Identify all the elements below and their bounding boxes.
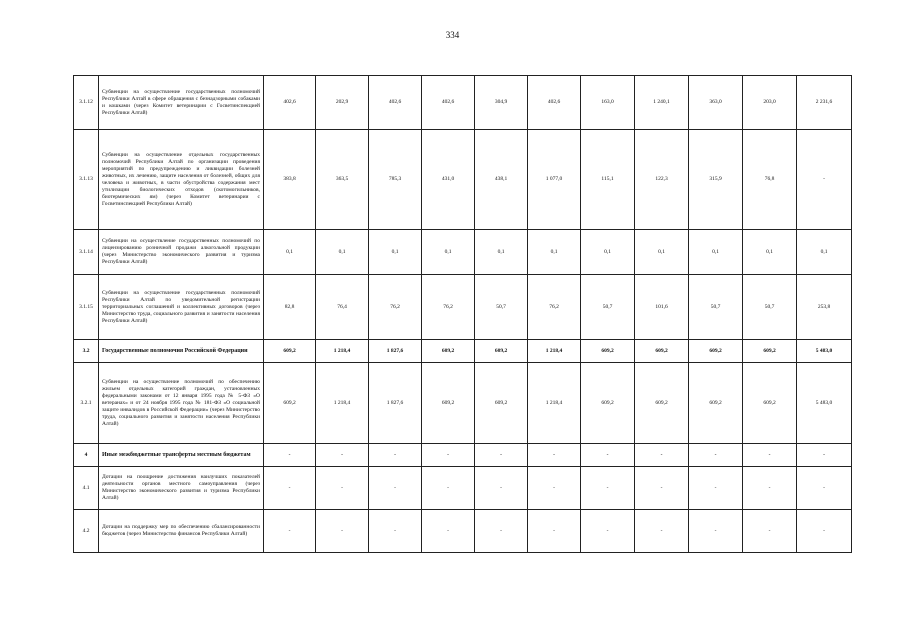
row-value: 5 483,0	[797, 363, 852, 444]
row-value: 609,2	[475, 363, 528, 444]
row-value: 76,2	[528, 275, 581, 340]
row-value: 609,2	[743, 363, 797, 444]
row-value: -	[316, 467, 369, 510]
row-value: 609,2	[264, 340, 316, 363]
row-name: Дотации на поощрение достижения наилучших показателей деятельности органов местного самоуправления (через Министерство экономического развития и туризма Республики Алтай)	[99, 467, 264, 510]
table-row	[74, 363, 852, 444]
row-value: -	[369, 467, 422, 510]
row-value: -	[743, 467, 797, 510]
row-value: 253,8	[797, 275, 852, 340]
row-value: 76,4	[316, 275, 369, 340]
row-value: 163,0	[581, 76, 635, 130]
row-code: 3.2.1	[74, 363, 99, 444]
row-value: 609,2	[475, 340, 528, 363]
row-value: 1 218,4	[316, 363, 369, 444]
row-value: -	[475, 510, 528, 553]
row-value: -	[581, 467, 635, 510]
row-value: -	[422, 467, 475, 510]
row-value: -	[264, 444, 316, 467]
row-value: 76,2	[369, 275, 422, 340]
row-value: 1 218,4	[528, 340, 581, 363]
row-value: 609,2	[581, 363, 635, 444]
row-value: -	[797, 510, 852, 553]
row-value: 0,1	[264, 230, 316, 275]
row-value: -	[689, 467, 743, 510]
row-value: 609,2	[264, 363, 316, 444]
table-row	[74, 340, 852, 363]
row-value: 0,1	[422, 230, 475, 275]
row-value: 1 218,4	[528, 363, 581, 444]
row-value: -	[635, 510, 689, 553]
row-value: 202,9	[316, 76, 369, 130]
row-value: -	[528, 444, 581, 467]
row-name: Государственные полномочия Российской Федерации	[99, 340, 264, 363]
row-name: Субвенции на осуществление отдельных государственных полномочий Республики Алтай по организации проведения мероприятий по предупреждению и ликвидации болезней животных, их лечению, защите населения от болезней, общих для человека и животных, в части обустройства содержания мест утилизации биологических отходов (скотомогильников, биотермических ям) (через Комитет ветеринарии с Госветинспекцией Республики Алтай)	[99, 130, 264, 230]
row-value: -	[422, 510, 475, 553]
row-name: Иные межбюджетные трансферты местным бюджетам	[99, 444, 264, 467]
row-name: Субвенции на осуществление государственных полномочий по лицензированию розничной продажи алкогольной продукции (через Министерство экономического развития и туризма Республики Алтай)	[99, 230, 264, 275]
row-value: 122,3	[635, 130, 689, 230]
row-value: 609,2	[689, 363, 743, 444]
row-value: 304,9	[475, 76, 528, 130]
row-value: 363,0	[689, 76, 743, 130]
row-name: Субвенции на осуществление государственных полномочий Республики Алтай по уведомительной регистрации территориальных соглашений и коллективных договоров (через Министерство труда, социального развития и занятости населения Республики Алтай)	[99, 275, 264, 340]
row-value: -	[635, 444, 689, 467]
row-name: Дотации на поддержку мер по обеспечению сбалансированности бюджетов (через Министерство финансов Республики Алтай)	[99, 510, 264, 553]
row-value: 609,2	[422, 340, 475, 363]
row-value: 315,9	[689, 130, 743, 230]
row-value: 785,3	[369, 130, 422, 230]
row-value: 402,6	[422, 76, 475, 130]
row-value: 0,1	[316, 230, 369, 275]
row-code: 3.1.14	[74, 230, 99, 275]
row-value: -	[528, 510, 581, 553]
row-value: 438,1	[475, 130, 528, 230]
row-value: 2 231,6	[797, 76, 852, 130]
row-value: -	[797, 467, 852, 510]
row-code: 4	[74, 444, 99, 467]
row-code: 4.2	[74, 510, 99, 553]
row-value: -	[369, 444, 422, 467]
row-value: -	[581, 444, 635, 467]
table-row	[74, 510, 852, 553]
row-value: -	[422, 444, 475, 467]
row-value: -	[264, 467, 316, 510]
row-value: -	[743, 510, 797, 553]
row-value: -	[689, 444, 743, 467]
row-value: 0,1	[369, 230, 422, 275]
row-value: 0,1	[581, 230, 635, 275]
row-value: 0,1	[528, 230, 581, 275]
row-value: -	[797, 444, 852, 467]
row-code: 3.2	[74, 340, 99, 363]
row-value: 0,1	[797, 230, 852, 275]
row-code: 3.1.13	[74, 130, 99, 230]
row-value: 402,6	[264, 76, 316, 130]
row-value: 1 077,0	[528, 130, 581, 230]
row-value: -	[369, 510, 422, 553]
row-value: 431,0	[422, 130, 475, 230]
row-value: 0,1	[475, 230, 528, 275]
table-row	[74, 76, 852, 130]
row-value: -	[528, 467, 581, 510]
row-value: 402,6	[369, 76, 422, 130]
row-value: 609,2	[635, 363, 689, 444]
row-value: 609,2	[635, 340, 689, 363]
row-value: -	[264, 510, 316, 553]
row-value: 383,8	[264, 130, 316, 230]
row-value: 76,8	[743, 130, 797, 230]
row-value: -	[475, 444, 528, 467]
row-value: 1 827,6	[369, 363, 422, 444]
row-value: 203,0	[743, 76, 797, 130]
row-value: 1 827,6	[369, 340, 422, 363]
table-row	[74, 444, 852, 467]
row-value: 115,1	[581, 130, 635, 230]
row-value: 50,7	[743, 275, 797, 340]
row-value: -	[689, 510, 743, 553]
table-row	[74, 467, 852, 510]
row-value: -	[475, 467, 528, 510]
row-code: 3.1.12	[74, 76, 99, 130]
row-value: 5 483,0	[797, 340, 852, 363]
row-value: -	[581, 510, 635, 553]
row-value: -	[316, 444, 369, 467]
row-value: 609,2	[743, 340, 797, 363]
row-name: Субвенции на осуществление полномочий по обеспечению жильем отдельных категорий граждан, установленных федеральными законами от 12 января 1995 года № 5-ФЗ «О ветеранах» и от 24 ноября 1995 года № 181-ФЗ «О социальной защите инвалидов в Российской Федерации» (через Министерство труда, социального развития и занятости населения Республики Алтай)	[99, 363, 264, 444]
row-code: 4.1	[74, 467, 99, 510]
table-row	[74, 130, 852, 230]
row-value: 0,1	[689, 230, 743, 275]
row-value: -	[743, 444, 797, 467]
row-value: -	[316, 510, 369, 553]
row-value: 76,2	[422, 275, 475, 340]
table-row	[74, 275, 852, 340]
page-number: 334	[445, 30, 460, 40]
row-value: 0,1	[743, 230, 797, 275]
row-value: 0,1	[635, 230, 689, 275]
row-code: 3.1.15	[74, 275, 99, 340]
table-row	[74, 230, 852, 275]
row-value: 609,2	[581, 340, 635, 363]
row-value: -	[635, 467, 689, 510]
row-value: 609,2	[689, 340, 743, 363]
row-value: 50,7	[689, 275, 743, 340]
row-value: 82,8	[264, 275, 316, 340]
row-value: -	[797, 130, 852, 230]
row-value: 402,6	[528, 76, 581, 130]
row-value: 50,7	[475, 275, 528, 340]
row-value: 1 240,1	[635, 76, 689, 130]
budget-table	[73, 75, 852, 553]
row-value: 101,6	[635, 275, 689, 340]
row-value: 1 218,4	[316, 340, 369, 363]
row-value: 363,5	[316, 130, 369, 230]
row-value: 50,7	[581, 275, 635, 340]
row-value: 609,2	[422, 363, 475, 444]
row-name: Субвенции на осуществление государственных полномочий Республики Алтай в сфере обращения с безнадзорными собаками и кошками (через Комитет ветеринарии с Госветинспекцией Республики Алтай)	[99, 76, 264, 130]
